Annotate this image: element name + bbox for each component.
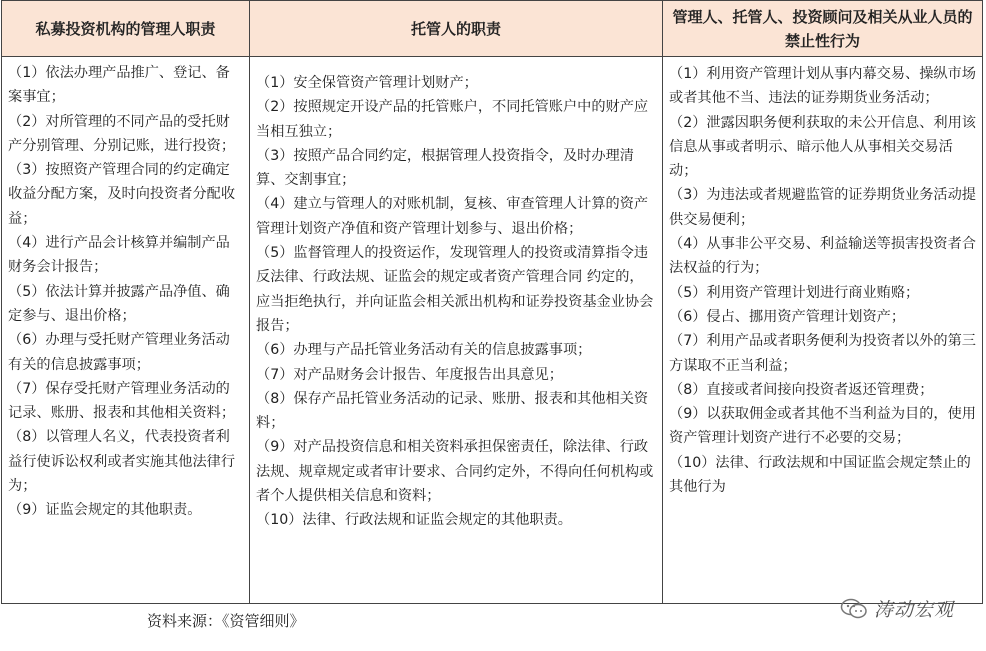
table-header-row [2, 1, 982, 57]
list-item: （7）利用产品或者职务便利为投资者以外的第三方谋取不正当利益； [669, 333, 976, 374]
list-item: （3）按照产品合同约定，根据管理人投资指令，及时办理清算、交割事宜； [256, 147, 634, 189]
list-item: （1）利用资产管理计划从事内幕交易、操纵市场或者其他不当、违法的证券期货业务活动； [669, 66, 976, 107]
list-item: （2）泄露因职务便利获取的未公开信息、利用该信息从事或者明示、暗示他人从事相关交易活动； [669, 114, 976, 180]
table-body-row [2, 57, 982, 603]
list-item: （5）依法计算并披露产品净值、确定参与、退出价格； [8, 283, 230, 324]
list-item: （6）办理与产品托管业务活动有关的信息披露事项； [256, 342, 592, 359]
list-item: （8）以管理人名义，代表投资者利益行使诉讼权利或者实施其他法律行为； [8, 429, 236, 495]
list-item: （7）对产品财务会计报告、年度报告出具意见； [256, 366, 563, 383]
list-item: （4）从事非公平交易、利益输送等损害投资者合法权益的行为； [669, 236, 976, 277]
header-prohibited-acts: 管理人、托管人、投资顾问及相关从业人员的禁止性行为 [672, 7, 973, 50]
list-item: （5）监督管理人的投资运作，发现管理人的投资或清算指令违反法律、行政法规、证监会的规定或者资产管理合同 约定的，应当拒绝执行，并向证监会相关派出机构和证券投资基金业协会报告； [256, 245, 654, 334]
source-note: 资料来源：《资管细则》 [147, 612, 305, 630]
list-item: （10）法律、行政法规和证监会规定的其他职责。 [256, 512, 572, 529]
list-item: （4）进行产品会计核算并编制产品财务会计报告； [8, 235, 230, 276]
list-item: （8）直接或者间接向投资者返还管理费； [669, 381, 934, 398]
manager-duties-cell [2, 57, 250, 603]
watermark-text: 涛动宏观 [874, 599, 955, 621]
list-item: （3）按照资产管理合同的约定确定收益分配方案，及时向投资者分配收益； [8, 162, 236, 227]
list-item: （1）安全保管资产管理计划财产； [256, 75, 478, 91]
list-item: （4）建立与管理人的对账机制，复核、审查管理人计算的资产管理计划资产净值和资产管理计划参与、退出价格； [256, 196, 649, 237]
list-item: （5）利用资产管理计划进行商业贿赂； [669, 284, 920, 301]
responsibilities-table [1, 0, 983, 604]
header-manager-duties: 私募投资机构的管理人职责 [2, 1, 250, 56]
watermark [840, 595, 954, 622]
header-custodian-duties: 托管人的职责 [250, 1, 663, 56]
list-item: （1）依法办理产品推广、登记、备案事宜； [8, 65, 230, 106]
list-item: （8）保存产品托管业务活动的记录、账册、报表和其他相关资料； [256, 390, 649, 432]
list-item: （10）法律、行政法规和中国证监会规定禁止的其他行为 [669, 454, 971, 496]
list-item: （6）办理与受托财产管理业务活动有关的信息披露事项； [8, 332, 230, 373]
prohibited-acts-cell [663, 57, 982, 603]
list-item: （3）为违法或者规避监管的证券期货业务活动提供交易便利； [669, 187, 976, 228]
custodian-duties-cell [250, 57, 663, 603]
list-item: （9）对产品投资信息和相关资料承担保密责任，除法律、行政法规、规章规定或者审计要求、合同约定外，不得向任何机构或者个人提供相关信息和资料； [256, 439, 654, 505]
list-item: （7）保存受托财产管理业务活动的记录、账册、报表和其他相关资料； [8, 380, 236, 422]
list-item: （6）侵占、挪用资产管理计划资产； [669, 308, 906, 325]
wechat-icon [840, 598, 868, 620]
list-item: （9）证监会规定的其他职责。 [8, 502, 202, 519]
list-item: （2）对所管理的不同产品的受托财产分别管理、分别记账，进行投资； [8, 113, 236, 154]
list-item: （2）按照规定开设产品的托管账户，不同托管账户中的财产应当相互独立； [256, 99, 649, 140]
list-item: （9）以获取佣金或者其他不当利益为目的，使用资产管理计划资产进行不必要的交易； [669, 406, 976, 447]
